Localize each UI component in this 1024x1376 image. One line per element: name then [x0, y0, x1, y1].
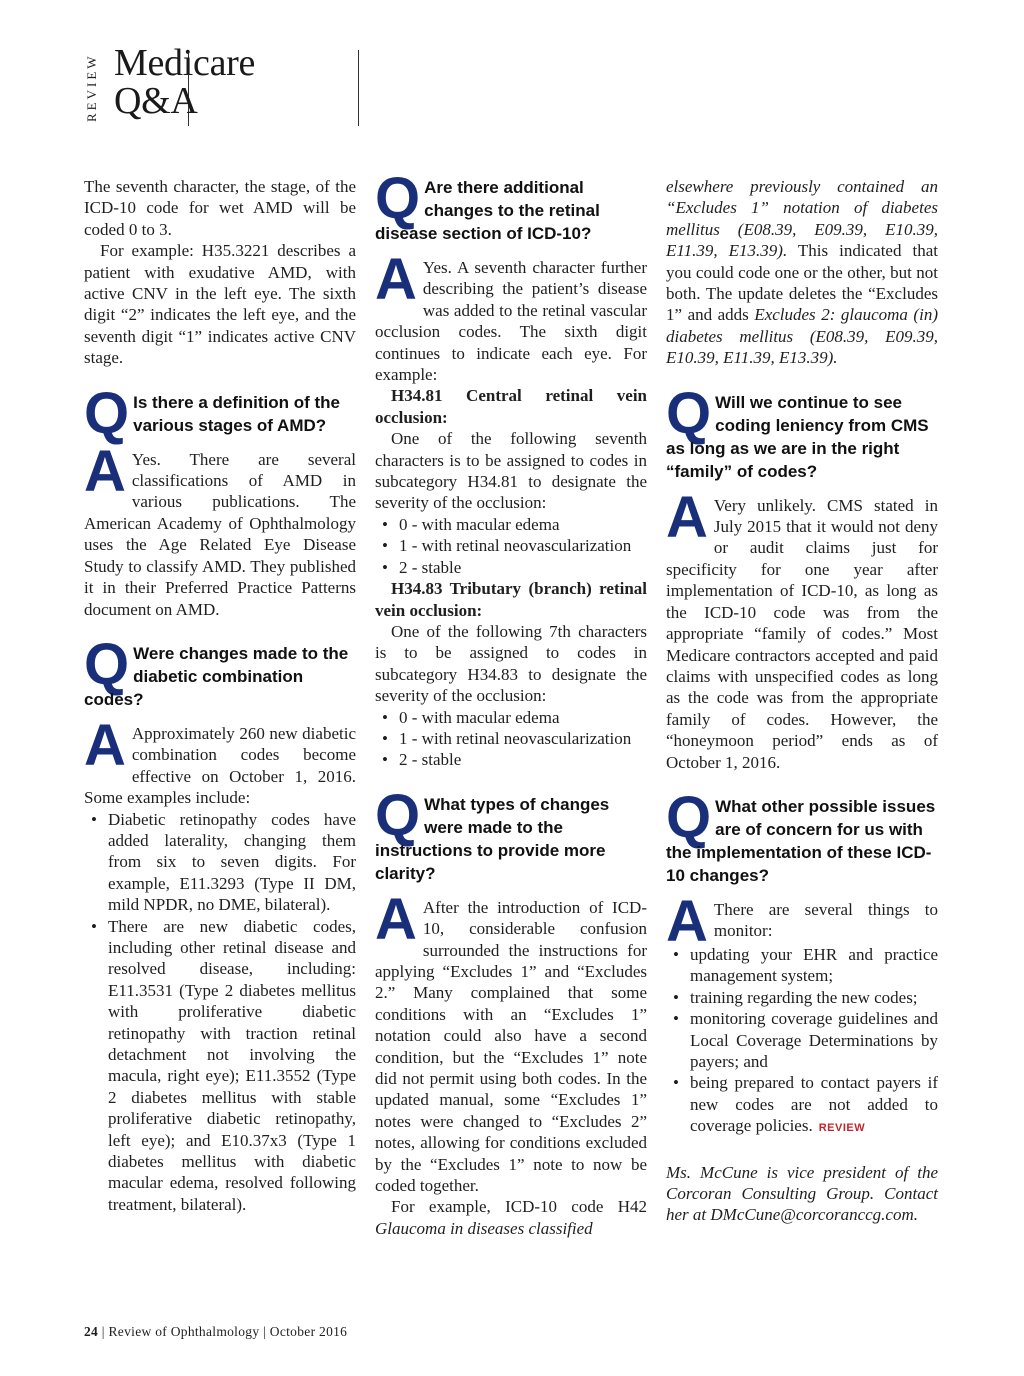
answer-letter: A [666, 888, 708, 954]
list-item: • 2 - stable [375, 557, 647, 578]
question-letter: Q [666, 380, 710, 446]
bullet-list [375, 514, 647, 578]
intro-paragraph-1: The seventh character, the stage, of the ICD-10 code for wet AMD will be coded 0 to 3. [84, 177, 356, 239]
end-mark: REVIEW [818, 1122, 866, 1135]
answer-text: Yes. There are several classifications of AMD in various publications. The American Academy of Ophthalmology uses the Age Related Eye Disease Study to classify AMD. They published it in their Preferred Practice Patterns document on AMD. [84, 449, 356, 619]
answer-letter: A [666, 484, 708, 550]
answer-letter: A [375, 886, 417, 952]
answer-text: After the introduction of ICD-10, considerable confusion surrounded the instructions for applying “Excludes 1” and “Excludes 2.” Many complained that some conditions with an “Excludes 1” notation could also have a second condition, but the “Excludes 1” note did not permit using both codes. In the updated manual, some “Excludes 1” notes were changed to “Excludes 2” notes, allowing for conditions excluded by the “Excludes 1” note to now be coded together. [375, 897, 647, 1196]
list-item [666, 1072, 938, 1139]
answer-text: Very unlikely. CMS stated in July 2015 that it would not deny or audit claims just for specificity for one year after implementation of ICD-10, as long as the ICD-10 code was from the appropriate “family of codes.” Most Medicare contractors accepted and paid claims with unspecified codes as long as the code was from the appropriate family of codes. However, the “honeymoon period” ends as of October 1, 2016. [666, 495, 938, 772]
page-number: 24 [84, 1324, 99, 1339]
author-bio: Ms. McCune is vice president of the Corcoran Consulting Group. Contact her at DMcCune@corcoranccg.com. [666, 1162, 938, 1225]
question-text: What other possible issues are of concern for us with the implementation of these ICD-10 changes? [666, 796, 936, 885]
list-item: • 0 - with macular edema [375, 514, 647, 535]
question-text: What types of changes were made to the instructions to provide more clarity? [375, 794, 610, 883]
qa-block-diabetic-codes [84, 631, 356, 1215]
answer [375, 247, 647, 385]
answer [84, 712, 356, 809]
question [375, 782, 647, 885]
list-item: • monitoring coverage guidelines and Local Coverage Determinations by payers; and [666, 1008, 938, 1072]
list-item: • 1 - with retinal neovascularization [375, 728, 647, 749]
list-item: • 0 - with macular edema [375, 707, 647, 728]
intro-paragraph-2: For example: H35.3221 describes a patient with exudative AMD, with active CNV in the left eye. The sixth digit “2” indicates the left eye, and the seventh digit “1” indicates active CNV stage. [84, 241, 356, 368]
question-letter: Q [84, 380, 128, 446]
question-text: Are there additional changes to the retinal disease section of ICD-10? [375, 178, 600, 243]
question-text: Will we continue to see coding leniency from CMS as long as we are in the right “family” of codes? [666, 392, 929, 481]
bullet-list [84, 809, 356, 1216]
continued-paragraph [666, 176, 938, 369]
qa-block-other-issues [666, 784, 938, 1140]
subheading-crvo: H34.81 Central retinal vein occlusion: [375, 386, 647, 427]
footer-separator: | [101, 1324, 105, 1339]
italic-text: elsewhere previously contained an “Excludes 1” notation of diabetes mellitus (E08.39, E09.39, E10.39, E11.39, E13.39). [666, 177, 938, 261]
bullet-list [666, 944, 938, 1140]
list-item-text: being prepared to contact payers if new codes are not added to coverage policies. [690, 1073, 938, 1136]
column-2 [375, 166, 647, 1239]
column-1 [84, 176, 356, 1215]
footer-separator: | [263, 1324, 267, 1339]
answer-text: There are several things to monitor: [713, 899, 938, 941]
question [84, 631, 356, 711]
list-item: • 2 - stable [375, 749, 647, 770]
qa-block-clarity-changes [375, 782, 647, 1240]
paragraph [375, 1196, 647, 1239]
column-3 [666, 176, 938, 1226]
question-letter: Q [375, 782, 419, 848]
list-item: • Diabetic retinopathy codes have added laterality, changing them from six to seven digits. For example, E11.3293 (Type II DM, mild NPDR, no DME, bilateral). [84, 809, 356, 916]
list-item: • 1 - with retinal neovascularization [375, 535, 647, 556]
paragraph-lead: For example, ICD-10 code H42 [391, 1197, 647, 1217]
answer-letter: A [84, 438, 126, 504]
question-text: Were changes made to the diabetic combination codes? [84, 643, 349, 709]
answer-text: Approximately 260 new diabetic combination codes become effective on October 1, 2016. Some examples include: [84, 723, 356, 808]
paragraph: One of the following seventh characters is to be assigned to codes in subcategory H34.81 to designate the severity of the occlusion: [375, 429, 647, 513]
page-footer [84, 1324, 347, 1340]
list-item: • updating your EHR and practice management system; [666, 944, 938, 987]
answer-text: Yes. A seventh character further describing the patient’s disease was added to the retinal vascular occlusion codes. The sixth digit continues to indicate each eye. For example: [375, 258, 647, 385]
question [375, 166, 647, 245]
section-title-line2: Q&A [114, 80, 198, 122]
issue-date: October 2016 [269, 1324, 348, 1339]
answer [84, 438, 356, 620]
publication-name: Review of Ophthalmology [108, 1324, 260, 1339]
question [84, 380, 356, 446]
header-divider-right [358, 50, 359, 126]
answer [666, 888, 938, 954]
qa-block-cms-leniency [666, 380, 938, 773]
question-text: Is there a definition of the various stages of AMD? [133, 392, 340, 435]
answer-letter: A [375, 247, 417, 312]
body-text: This indicated that you could code one or the other, but not both. The update deletes the “Excludes 1” and adds [666, 241, 938, 325]
section-title-line1: Medicare [114, 42, 256, 84]
answer-letter: A [84, 712, 126, 778]
qa-block-amd-stages [84, 380, 356, 620]
answer [375, 886, 647, 1197]
question-letter: Q [84, 631, 128, 697]
italic-text: Excludes 2: glaucoma (in) diabetes mellitus (E08.39, E09.39, E10.39, E11.39, E13.39). [666, 305, 938, 368]
subheading-brvo: H34.83 Tributary (branch) retinal vein occlusion: [375, 579, 647, 620]
list-item: • training regarding the new codes; [666, 987, 938, 1008]
paragraph: One of the following 7th characters is to be assigned to codes in subcategory H34.83 to designate the severity of the occlusion: [375, 621, 647, 706]
section-kicker: REVIEW [84, 53, 99, 123]
question-letter: Q [375, 166, 419, 231]
section-title [114, 44, 255, 120]
question-letter: Q [666, 784, 710, 850]
qa-block-retinal-section [375, 166, 647, 771]
question [666, 380, 938, 483]
paragraph-italic: Glaucoma in diseases classified [375, 1218, 593, 1238]
answer [666, 484, 938, 773]
list-item: • There are new diabetic codes, including other retinal disease and resolved disease, including: E11.3531 (Type 2 diabetes mellitus with proliferative diabetic retinopathy with traction retinal detachment not involving the macula, right eye); E11.3552 (Type 2 diabetes mellitus with stable proliferative diabetic retinopathy, left eye); and E10.37x3 (Type 1 diabetes mellitus with diabetic macular edema, resolved following treatment, bilateral). [84, 916, 356, 1216]
bullet-list [375, 707, 647, 771]
question [666, 784, 938, 887]
